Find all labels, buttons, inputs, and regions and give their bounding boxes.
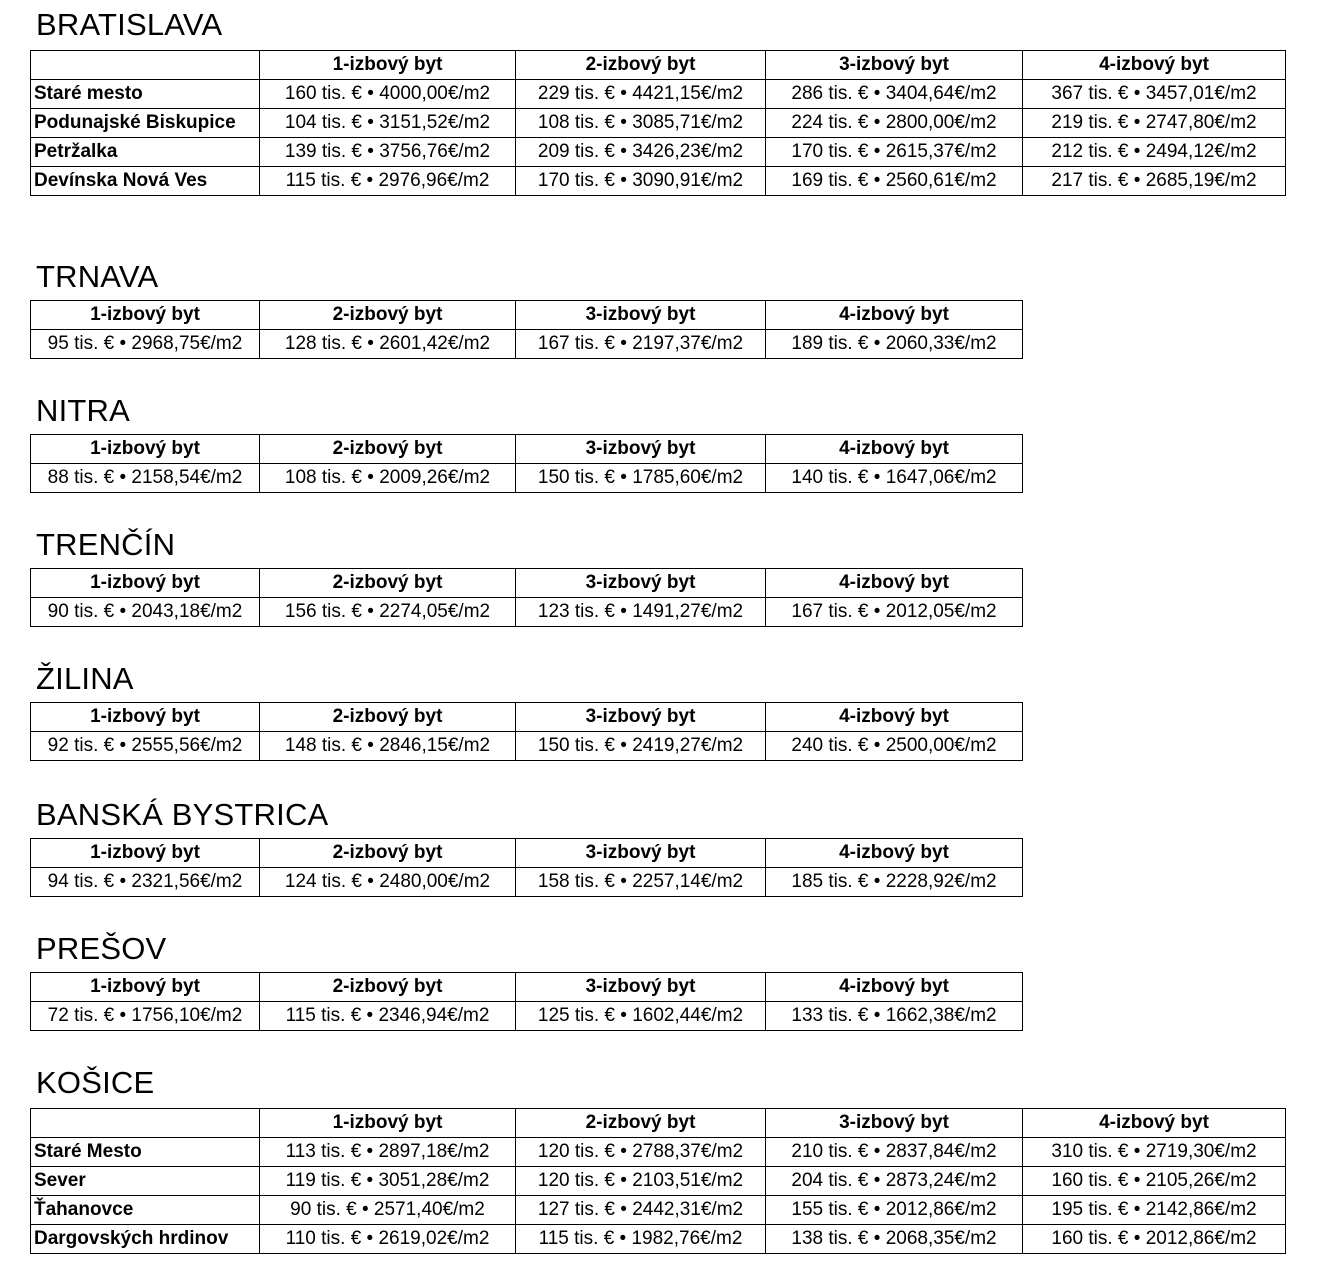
price-cell: 115 tis. € • 2346,94€/m2 [260, 1002, 516, 1031]
section-kosice [30, 1066, 1286, 1254]
corner-cell [31, 1109, 260, 1138]
column-header: 4-izbový byt [766, 435, 1023, 464]
column-header: 3-izbový byt [766, 51, 1023, 80]
table-header-row [31, 301, 1023, 330]
price-cell: 88 tis. € • 2158,54€/m2 [31, 464, 260, 493]
price-cell: 209 tis. € • 3426,23€/m2 [516, 138, 766, 167]
price-cell: 123 tis. € • 1491,27€/m2 [516, 598, 766, 627]
price-cell: 160 tis. € • 2012,86€/m2 [1023, 1225, 1286, 1254]
price-cell: 210 tis. € • 2837,84€/m2 [766, 1138, 1023, 1167]
section-banska-bystrica [30, 798, 1023, 897]
price-cell: 139 tis. € • 3756,76€/m2 [260, 138, 516, 167]
price-cell: 110 tis. € • 2619,02€/m2 [260, 1225, 516, 1254]
table-row [31, 1167, 1286, 1196]
price-cell: 119 tis. € • 3051,28€/m2 [260, 1167, 516, 1196]
column-header: 3-izbový byt [516, 569, 766, 598]
price-cell: 167 tis. € • 2012,05€/m2 [766, 598, 1023, 627]
city-title: BANSKÁ BYSTRICA [36, 797, 329, 832]
column-header: 1-izbový byt [31, 569, 260, 598]
table-header-row [31, 703, 1023, 732]
price-cell: 240 tis. € • 2500,00€/m2 [766, 732, 1023, 761]
price-table [30, 300, 1023, 359]
price-cell: 204 tis. € • 2873,24€/m2 [766, 1167, 1023, 1196]
price-cell: 169 tis. € • 2560,61€/m2 [766, 167, 1023, 196]
table-row [31, 598, 1023, 627]
section-bratislava [30, 8, 1286, 196]
price-cell: 92 tis. € • 2555,56€/m2 [31, 732, 260, 761]
district-name: Ťahanovce [31, 1196, 260, 1225]
price-table [30, 838, 1023, 897]
section-zilina [30, 662, 1023, 761]
price-cell: 155 tis. € • 2012,86€/m2 [766, 1196, 1023, 1225]
price-cell: 189 tis. € • 2060,33€/m2 [766, 330, 1023, 359]
price-cell: 167 tis. € • 2197,37€/m2 [516, 330, 766, 359]
city-title: ŽILINA [36, 661, 134, 696]
column-header: 1-izbový byt [31, 839, 260, 868]
price-cell: 150 tis. € • 2419,27€/m2 [516, 732, 766, 761]
price-cell: 127 tis. € • 2442,31€/m2 [516, 1196, 766, 1225]
price-cell: 158 tis. € • 2257,14€/m2 [516, 868, 766, 897]
price-cell: 94 tis. € • 2321,56€/m2 [31, 868, 260, 897]
column-header: 3-izbový byt [766, 1109, 1023, 1138]
city-title: KOŠICE [36, 1065, 155, 1100]
price-cell: 72 tis. € • 1756,10€/m2 [31, 1002, 260, 1031]
table-row [31, 1002, 1023, 1031]
price-cell: 219 tis. € • 2747,80€/m2 [1023, 109, 1286, 138]
price-cell: 124 tis. € • 2480,00€/m2 [260, 868, 516, 897]
column-header: 4-izbový byt [766, 301, 1023, 330]
table-header-row [31, 1109, 1286, 1138]
column-header: 2-izbový byt [516, 1109, 766, 1138]
district-name: Devínska Nová Ves [31, 167, 260, 196]
price-table [30, 50, 1286, 196]
price-cell: 108 tis. € • 3085,71€/m2 [516, 109, 766, 138]
price-cell: 120 tis. € • 2788,37€/m2 [516, 1138, 766, 1167]
column-header: 3-izbový byt [516, 839, 766, 868]
column-header: 1-izbový byt [31, 703, 260, 732]
district-name: Staré Mesto [31, 1138, 260, 1167]
price-cell: 156 tis. € • 2274,05€/m2 [260, 598, 516, 627]
price-cell: 90 tis. € • 2043,18€/m2 [31, 598, 260, 627]
price-cell: 138 tis. € • 2068,35€/m2 [766, 1225, 1023, 1254]
column-header: 2-izbový byt [260, 569, 516, 598]
section-trencin [30, 528, 1023, 627]
column-header: 1-izbový byt [260, 1109, 516, 1138]
table-row [31, 1138, 1286, 1167]
price-cell: 185 tis. € • 2228,92€/m2 [766, 868, 1023, 897]
price-cell: 170 tis. € • 3090,91€/m2 [516, 167, 766, 196]
price-cell: 120 tis. € • 2103,51€/m2 [516, 1167, 766, 1196]
column-header: 1-izbový byt [31, 973, 260, 1002]
column-header: 3-izbový byt [516, 973, 766, 1002]
column-header: 2-izbový byt [516, 51, 766, 80]
column-header: 2-izbový byt [260, 703, 516, 732]
price-table [30, 702, 1023, 761]
price-cell: 217 tis. € • 2685,19€/m2 [1023, 167, 1286, 196]
table-row [31, 109, 1286, 138]
price-cell: 125 tis. € • 1602,44€/m2 [516, 1002, 766, 1031]
column-header: 4-izbový byt [1023, 1109, 1286, 1138]
table-header-row [31, 569, 1023, 598]
table-row [31, 1196, 1286, 1225]
table-row [31, 732, 1023, 761]
price-table [30, 1108, 1286, 1254]
table-row [31, 464, 1023, 493]
district-name: Dargovských hrdinov [31, 1225, 260, 1254]
price-cell: 140 tis. € • 1647,06€/m2 [766, 464, 1023, 493]
column-header: 2-izbový byt [260, 973, 516, 1002]
table-header-row [31, 51, 1286, 80]
price-cell: 113 tis. € • 2897,18€/m2 [260, 1138, 516, 1167]
column-header: 3-izbový byt [516, 301, 766, 330]
table-row [31, 138, 1286, 167]
price-cell: 160 tis. € • 2105,26€/m2 [1023, 1167, 1286, 1196]
price-cell: 170 tis. € • 2615,37€/m2 [766, 138, 1023, 167]
price-cell: 212 tis. € • 2494,12€/m2 [1023, 138, 1286, 167]
table-row [31, 330, 1023, 359]
column-header: 1-izbový byt [31, 435, 260, 464]
column-header: 4-izbový byt [766, 973, 1023, 1002]
price-table [30, 972, 1023, 1031]
price-cell: 310 tis. € • 2719,30€/m2 [1023, 1138, 1286, 1167]
column-header: 3-izbový byt [516, 435, 766, 464]
price-cell: 160 tis. € • 4000,00€/m2 [260, 80, 516, 109]
column-header: 2-izbový byt [260, 839, 516, 868]
section-nitra [30, 394, 1023, 493]
price-table [30, 434, 1023, 493]
price-table [30, 568, 1023, 627]
city-title: TRNAVA [36, 259, 159, 294]
column-header: 4-izbový byt [1023, 51, 1286, 80]
city-title: BRATISLAVA [36, 7, 223, 42]
column-header: 4-izbový byt [766, 839, 1023, 868]
table-header-row [31, 973, 1023, 1002]
table-row [31, 868, 1023, 897]
price-cell: 195 tis. € • 2142,86€/m2 [1023, 1196, 1286, 1225]
price-cell: 224 tis. € • 2800,00€/m2 [766, 109, 1023, 138]
table-row [31, 1225, 1286, 1254]
column-header: 3-izbový byt [516, 703, 766, 732]
column-header: 1-izbový byt [260, 51, 516, 80]
price-cell: 286 tis. € • 3404,64€/m2 [766, 80, 1023, 109]
price-cell: 229 tis. € • 4421,15€/m2 [516, 80, 766, 109]
table-row [31, 167, 1286, 196]
table-header-row [31, 435, 1023, 464]
column-header: 1-izbový byt [31, 301, 260, 330]
price-cell: 115 tis. € • 2976,96€/m2 [260, 167, 516, 196]
corner-cell [31, 51, 260, 80]
district-name: Sever [31, 1167, 260, 1196]
column-header: 4-izbový byt [766, 703, 1023, 732]
city-title: PREŠOV [36, 931, 167, 966]
district-name: Podunajské Biskupice [31, 109, 260, 138]
column-header: 2-izbový byt [260, 301, 516, 330]
city-title: NITRA [36, 393, 130, 428]
price-cell: 148 tis. € • 2846,15€/m2 [260, 732, 516, 761]
column-header: 2-izbový byt [260, 435, 516, 464]
price-cell: 108 tis. € • 2009,26€/m2 [260, 464, 516, 493]
price-cell: 128 tis. € • 2601,42€/m2 [260, 330, 516, 359]
column-header: 4-izbový byt [766, 569, 1023, 598]
price-cell: 104 tis. € • 3151,52€/m2 [260, 109, 516, 138]
price-cell: 150 tis. € • 1785,60€/m2 [516, 464, 766, 493]
table-row [31, 80, 1286, 109]
district-name: Petržalka [31, 138, 260, 167]
table-header-row [31, 839, 1023, 868]
district-name: Staré mesto [31, 80, 260, 109]
city-title: TRENČÍN [36, 527, 176, 562]
price-cell: 133 tis. € • 1662,38€/m2 [766, 1002, 1023, 1031]
section-presov [30, 932, 1023, 1031]
price-cell: 367 tis. € • 3457,01€/m2 [1023, 80, 1286, 109]
section-trnava [30, 260, 1023, 359]
price-cell: 95 tis. € • 2968,75€/m2 [31, 330, 260, 359]
price-cell: 90 tis. € • 2571,40€/m2 [260, 1196, 516, 1225]
price-cell: 115 tis. € • 1982,76€/m2 [516, 1225, 766, 1254]
